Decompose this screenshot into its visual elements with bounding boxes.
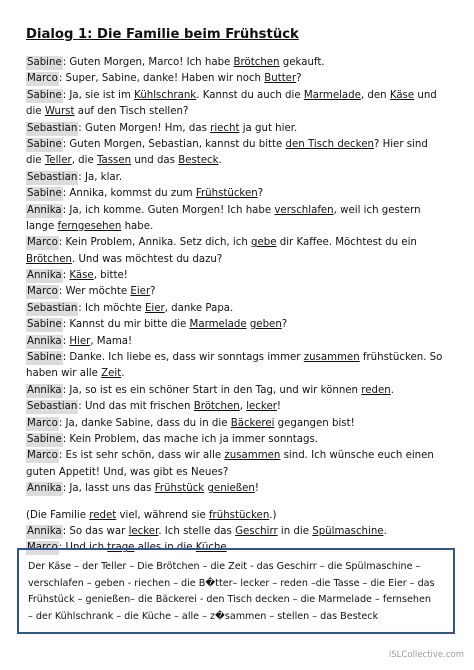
vocab-word: Bäckerei [230, 417, 275, 429]
dialog-text-segment: . Und was möchtest du dazu? [71, 253, 223, 265]
dialog-text-segment: : Ja, ich komme. Guten Morgen! Ich habe [62, 204, 275, 216]
dialog-text-segment: : Ja, so ist es ein schöner Start in den Tag, und wir können [62, 384, 362, 396]
vocab-word: verschlafen [274, 204, 334, 216]
vocab-word: zusammen [303, 352, 360, 364]
vocab-word: gebe [251, 237, 277, 249]
dialog-line [26, 268, 456, 284]
vocab-word: Frühstück [154, 483, 205, 495]
dialog-text-segment: , [239, 401, 247, 413]
speaker-name: Sabine [27, 352, 62, 364]
vocab-word: lecker [128, 525, 159, 537]
dialog-text-segment: ja gut hier. [239, 122, 298, 134]
dialog-text-segment: : Wer möchte [58, 286, 131, 298]
dialog-text-segment: sind. Ich wünsche euch einen [280, 450, 434, 462]
dialog-line [26, 317, 456, 333]
vocab-word: trage [107, 542, 135, 554]
vocab-word: reden [361, 384, 391, 396]
vocab-word: ferngesehen [57, 220, 122, 232]
dialog-line [26, 55, 456, 71]
dialog-line [26, 219, 456, 235]
dialog-text-segment: lange [26, 220, 58, 232]
dialog-text-segment: .) [269, 509, 277, 521]
dialog-text-segment: ? [257, 188, 264, 200]
vocab-word: Geschirr [235, 525, 278, 537]
vocab-word: Marmelade [303, 89, 361, 101]
dialog-text-segment: haben wir alle [26, 368, 102, 380]
dialog-text-segment: : Und ich [58, 542, 108, 554]
vocab-word: Spülmaschine [312, 525, 384, 537]
dialog-text-segment: in die [277, 525, 313, 537]
vocab-word: Käse [389, 89, 415, 101]
dialog-text-segment: : Ja, danke Sabine, dass du in die [58, 417, 231, 429]
dialog-line [26, 170, 456, 186]
dialog-text-segment: : Und das mit frischen [78, 401, 194, 413]
vocab-word: lecker [246, 401, 277, 413]
dialog-text-segment: : Kein Problem, Annika. Setz dich, ich [58, 237, 252, 249]
vocab-word: Eier [144, 302, 165, 314]
dialog-text-segment: viel, während sie [116, 509, 209, 521]
word-box-line: – der Kühlschrank – die Küche – alle – z�sammen – stellen – das Besteck [28, 610, 379, 622]
dialog-text-segment: . [390, 384, 394, 396]
speaker-name: Sabine [27, 188, 62, 200]
speaker-name: Marco [27, 417, 58, 429]
dialog-text [26, 55, 456, 557]
dialog-text-segment: : Ja, sie ist im [62, 89, 135, 101]
dialog-line [26, 432, 456, 448]
speaker-name: Sebastian [27, 171, 78, 183]
dialog-text-segment: , bitte! [93, 270, 128, 282]
dialog-line [26, 284, 456, 300]
dialog-text-segment: die [26, 155, 45, 167]
dialog-text-segment: : Ja, klar. [78, 171, 123, 183]
speaker-name: Marco [27, 450, 58, 462]
dialog-line [26, 399, 456, 415]
dialog-text-segment: die [26, 106, 45, 118]
speaker-name: Sebastian [27, 302, 78, 314]
vocab-word: Eier [130, 286, 151, 298]
dialog-text-segment: ? [281, 319, 288, 331]
dialog-text-segment: . [121, 368, 125, 380]
dialog-text-segment: , danke Papa. [164, 302, 234, 314]
dialog-text-segment: ! [276, 401, 281, 413]
dialog-text-segment: habe. [121, 220, 154, 232]
vocab-word: Tassen [96, 155, 132, 167]
dialog-line [26, 71, 456, 87]
speaker-name: Sabine [27, 89, 62, 101]
dialog-line [26, 203, 456, 219]
word-box-line: verschlafen – geben - riechen – die B�tter– lecker – reden –die Tasse – die Eier – das [28, 577, 435, 589]
vocab-word: Brötchen [26, 253, 72, 265]
dialog-text-segment: , den [360, 89, 390, 101]
speaker-name: Annika [27, 335, 62, 347]
speaker-name: Sabine [27, 57, 62, 68]
speaker-name: Annika [27, 483, 62, 495]
dialog-line [26, 448, 456, 464]
speaker-name: Marco [27, 73, 58, 85]
dialog-text-segment: : Guten Morgen, Sebastian, kannst du bitte [62, 138, 286, 150]
dialog-text-segment: : [62, 270, 70, 282]
vocab-word: Marmelade [189, 319, 247, 331]
speaker-name: Annika [27, 204, 62, 216]
dialog-line [26, 88, 456, 104]
vocab-word: redet [89, 509, 117, 521]
paragraph-gap [26, 498, 456, 508]
dialog-text-segment: . Ich stelle das [158, 525, 236, 537]
speaker-name: Annika [27, 525, 62, 537]
dialog-text-segment: ? Hier sind [373, 138, 428, 150]
dialog-text-segment: ? [150, 286, 156, 298]
page-title: Dialog 1: Die Familie beim Frühstück [26, 27, 299, 42]
dialog-line [26, 508, 456, 524]
dialog-text-segment: und das [131, 155, 179, 167]
vocab-word: Besteck [178, 155, 219, 167]
dialog-text-segment: dir Kaffee. Möchtest du ein [276, 237, 417, 249]
footer-watermark: iSLCollective.com [388, 650, 464, 660]
dialog-text-segment: guten Appetit! Und, was gibt es Neues? [26, 466, 229, 478]
dialog-text-segment: . [218, 155, 222, 167]
vocab-word: Teller [44, 155, 72, 167]
dialog-text-segment: , die [71, 155, 97, 167]
dialog-text-segment: . [383, 525, 387, 537]
dialog-line [26, 121, 456, 137]
dialog-text-segment: , Mama! [90, 335, 133, 347]
dialog-text-segment: ! [254, 483, 259, 495]
dialog-text-segment: , weil ich gestern [333, 204, 421, 216]
dialog-text-segment: ? [296, 73, 302, 85]
vocab-word: Käse [69, 270, 94, 282]
vocab-word: Zeit [101, 368, 122, 380]
dialog-text-segment: auf den Tisch stellen? [74, 106, 189, 118]
speaker-name: Marco [27, 237, 58, 249]
dialog-line [26, 481, 456, 497]
dialog-line [26, 465, 456, 481]
dialog-line [26, 252, 456, 268]
speaker-name: Marco [27, 542, 58, 554]
word-box [17, 548, 455, 634]
dialog-text-segment: alles in die [134, 542, 196, 554]
dialog-text-segment: : Danke. Ich liebe es, dass wir sonntags immer [62, 352, 304, 364]
dialog-text-segment: . Kannst du auch die [196, 89, 304, 101]
dialog-text-segment: : [62, 335, 70, 347]
vocab-word: frühstücken [208, 509, 270, 521]
speaker-name: Sebastian [27, 122, 78, 134]
dialog-line [26, 186, 456, 202]
dialog-text-segment: gekauft. [279, 57, 325, 68]
vocab-word: Butter [264, 73, 297, 85]
dialog-line [26, 153, 456, 169]
vocab-word: Brötchen [193, 401, 240, 413]
dialog-text-segment: : Ja, lasst uns das [62, 483, 155, 495]
dialog-text-segment: : Kein Problem, das mache ich ja immer sonntags. [62, 433, 318, 445]
vocab-word: zusammen [224, 450, 281, 462]
vocab-word: genießen [207, 483, 255, 495]
vocab-word: Kühlschrank [134, 89, 197, 101]
vocab-word: Frühstücken [195, 188, 258, 200]
dialog-text-segment: . [226, 542, 230, 554]
dialog-line [26, 235, 456, 251]
vocab-word: den Tisch decken [285, 138, 374, 150]
dialog-text-segment: : Annika, kommst du zum [62, 188, 196, 200]
speaker-name: Sabine [27, 138, 62, 150]
dialog-text-segment: : Guten Morgen, Marco! Ich habe [62, 57, 234, 68]
vocab-word: Wurst [44, 106, 75, 118]
word-box-line: Der Käse – der Teller – Die Brötchen – die Zeit - das Geschirr – die Spülmaschine – [28, 561, 421, 572]
speaker-name: Marco [27, 286, 58, 298]
dialog-text-segment: und [414, 89, 437, 101]
vocab-word: riecht [210, 122, 240, 134]
speaker-name: Sebastian [27, 401, 78, 413]
dialog-line [26, 350, 456, 366]
dialog-line [26, 137, 456, 153]
dialog-text-segment: gegangen bist! [274, 417, 355, 429]
dialog-text-segment: : So das war [62, 525, 129, 537]
dialog-line [26, 366, 456, 382]
speaker-name: Annika [27, 384, 62, 396]
dialog-line [26, 524, 456, 540]
dialog-text-segment: : Ich möchte [78, 302, 145, 314]
dialog-text-segment: : Guten Morgen! Hm, das [78, 122, 211, 134]
vocab-word: Brötchen [233, 57, 280, 68]
dialog-text-segment: frühstücken. So [359, 352, 443, 364]
dialog-text-segment: (Die Familie [26, 509, 90, 521]
vocab-word: geben [249, 319, 282, 331]
speaker-name: Sabine [27, 433, 62, 445]
vocab-word: Küche [195, 542, 227, 554]
dialog-line [26, 301, 456, 317]
speaker-name: Sabine [27, 319, 62, 331]
dialog-text-segment: : Es ist sehr schön, dass wir alle [58, 450, 225, 462]
dialog-line [26, 104, 456, 120]
dialog-text-segment: : Kannst du mir bitte die [62, 319, 190, 331]
word-box-line: Frühstück – genießen– die Bäckerei - den Tisch decken – die Marmelade – fernsehen [28, 594, 431, 605]
dialog-line [26, 334, 456, 350]
dialog-line [26, 416, 456, 432]
dialog-text-segment: : Super, Sabine, danke! Haben wir noch [58, 73, 265, 85]
dialog-line [26, 383, 456, 399]
speaker-name: Annika [27, 270, 62, 282]
vocab-word: Hier [69, 335, 91, 347]
